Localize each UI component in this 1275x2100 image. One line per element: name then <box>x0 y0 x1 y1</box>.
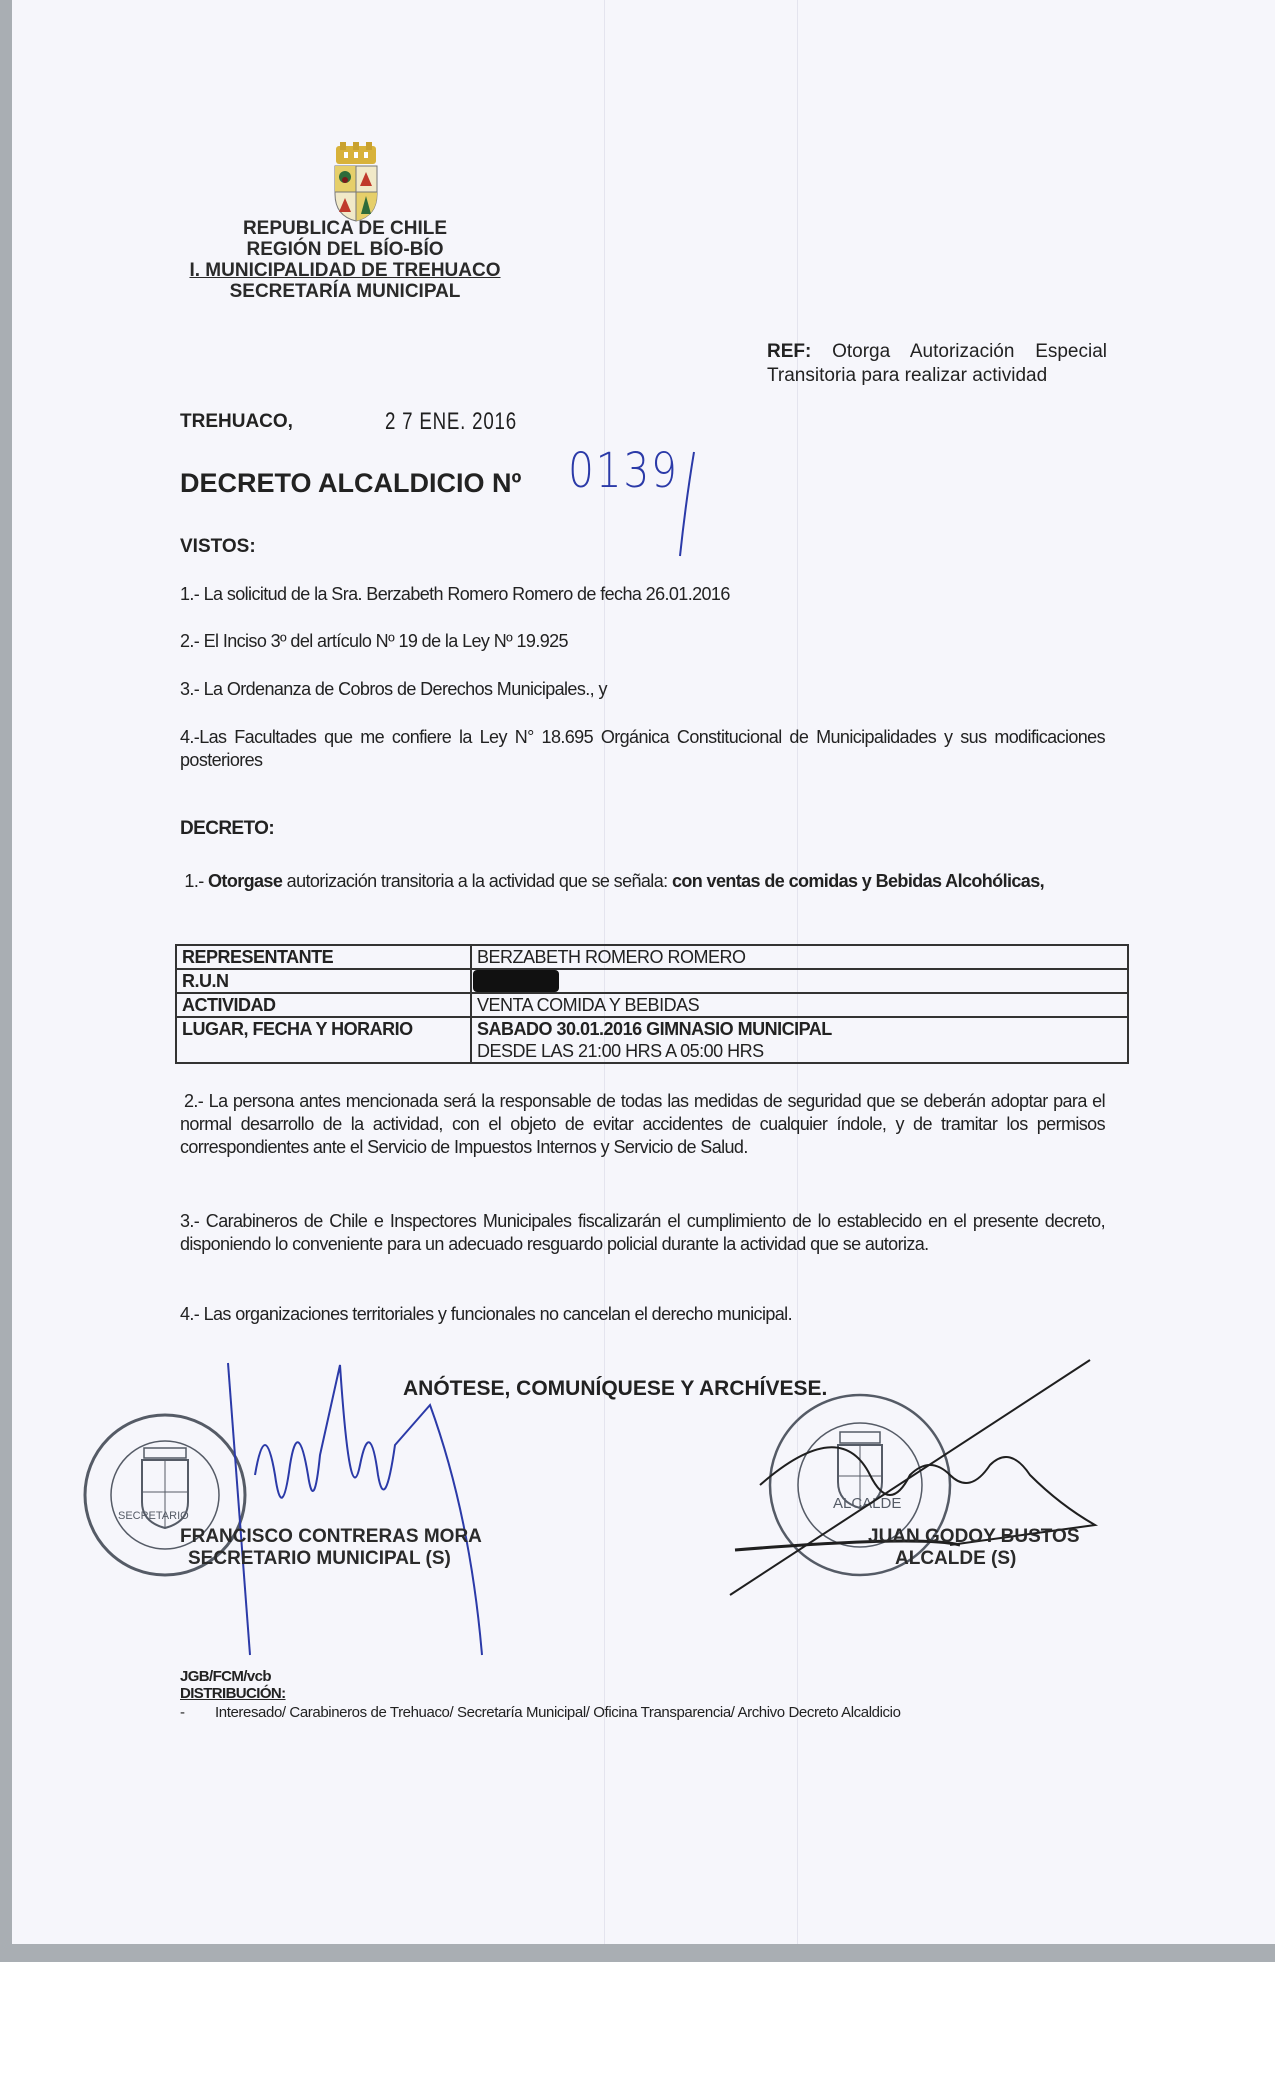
table-key: LUGAR, FECHA Y HORARIO <box>176 1017 471 1063</box>
table-key: ACTIVIDAD <box>176 993 471 1017</box>
decree-title: DECRETO ALCALDICIO Nº <box>180 468 522 498</box>
table-key: R.U.N <box>176 969 471 993</box>
item-text: autorización transitoria a la actividad que se señala: <box>286 871 668 891</box>
decreto-item-3: 3.- Carabineros de Chile e Inspectores Municipales fiscalizarán el cumplimiento de lo establecido en el presente decreto, disponiendo lo conveniente para un adecuado resguardo policial durante la actividad que se autoriza. <box>180 1211 1105 1254</box>
place-label: TREHUACO, <box>180 411 293 432</box>
initials: JGB/FCM/vcb <box>180 1668 271 1685</box>
mayor-name: JUAN GODOY BUSTOS <box>868 1526 1080 1547</box>
handwritten-stroke <box>670 450 700 560</box>
table-key: REPRESENTANTE <box>176 945 471 969</box>
table-value-line: DESDE LAS 21:00 HRS A 05:00 HRS <box>477 1041 764 1061</box>
closing-formula: ANÓTESE, COMUNÍQUESE Y ARCHÍVESE. <box>403 1377 828 1400</box>
letterhead-department: SECRETARÍA MUNICIPAL <box>229 281 461 302</box>
letterhead <box>160 218 530 302</box>
item-bold-activity: con ventas de comidas y Bebidas Alcohólicas, <box>671 871 1045 891</box>
secretary-title: SECRETARIO MUNICIPAL (S) <box>188 1548 451 1569</box>
stamp-text: ALCALDE <box>833 1495 902 1512</box>
item-bold-verb: Otorgase <box>208 871 283 891</box>
table-value <box>471 969 1128 993</box>
distribution-list: Interesado/ Carabineros de Trehuaco/ Secretaría Municipal/ Oficina Transparencia/ Archivo Decreto Alcaldicio <box>215 1704 901 1721</box>
activity-info-table <box>175 944 1129 1064</box>
distribution-heading: DISTRIBUCIÓN: <box>180 1685 286 1702</box>
redacted-run <box>473 970 559 992</box>
letterhead-region: REGIÓN DEL BÍO-BÍO <box>246 239 444 260</box>
decreto-heading: DECRETO: <box>180 818 275 839</box>
vistos-item: 4.-Las Facultades que me confiere la Ley N° 18.695 Orgánica Constitucional de Municipalidades y sus modificaciones posteriores <box>180 727 1105 770</box>
reference-block <box>767 340 1107 388</box>
table-row <box>176 1017 1128 1063</box>
table-row <box>176 969 1128 993</box>
letterhead-municipality: I. MUNICIPALIDAD DE TREHUACO <box>189 260 501 281</box>
table-row <box>176 993 1128 1017</box>
table-value: VENTA COMIDA Y BEBIDAS <box>471 993 1128 1017</box>
date-stamp: 2 7 ENE. 2016 <box>385 408 517 435</box>
item-number: 1.- <box>184 871 204 891</box>
decreto-item-4: 4.- Las organizaciones territoriales y funcionales no cancelan el derecho municipal. <box>180 1304 792 1324</box>
stamp-text: SECRETARIO <box>118 1510 189 1522</box>
ref-label: REF: <box>767 341 812 362</box>
table-value-line: SABADO 30.01.2016 GIMNASIO MUNICIPAL <box>477 1019 832 1039</box>
letterhead-country: REPUBLICA DE CHILE <box>242 218 448 239</box>
vistos-item: 3.- La Ordenanza de Cobros de Derechos Municipales., y <box>180 679 607 699</box>
decree-number-handwritten: 0139 <box>568 443 679 499</box>
decreto-item-1 <box>180 870 1105 893</box>
table-value <box>471 1017 1128 1063</box>
decreto-item-2: 2.- La persona antes mencionada será la responsable de todas las medidas de seguridad que se deberán adoptar para el normal desarrollo de la actividad, con el objeto de evitar accidentes de cualquier índole, y de tramitar los permisos correspondientes ante el Servicio de Impuestos Internos y Servicio de Salud. <box>180 1091 1105 1157</box>
vistos-item: 1.- La solicitud de la Sra. Berzabeth Romero Romero de fecha 26.01.2016 <box>180 584 730 604</box>
distribution-bullet: - <box>180 1704 185 1721</box>
coat-of-arms-icon <box>330 142 382 222</box>
table-row <box>176 945 1128 969</box>
ref-text: Otorga Autorización Especial Transitoria para realizar actividad <box>767 341 1108 386</box>
secretary-name: FRANCISCO CONTRERAS MORA <box>180 1526 482 1547</box>
table-value: BERZABETH ROMERO ROMERO <box>471 945 1128 969</box>
vistos-heading: VISTOS: <box>180 536 256 557</box>
mayor-title: ALCALDE (S) <box>895 1548 1017 1569</box>
vistos-item: 2.- El Inciso 3º del artículo Nº 19 de la Ley Nº 19.925 <box>180 631 568 651</box>
signature-secretary <box>220 1355 490 1665</box>
